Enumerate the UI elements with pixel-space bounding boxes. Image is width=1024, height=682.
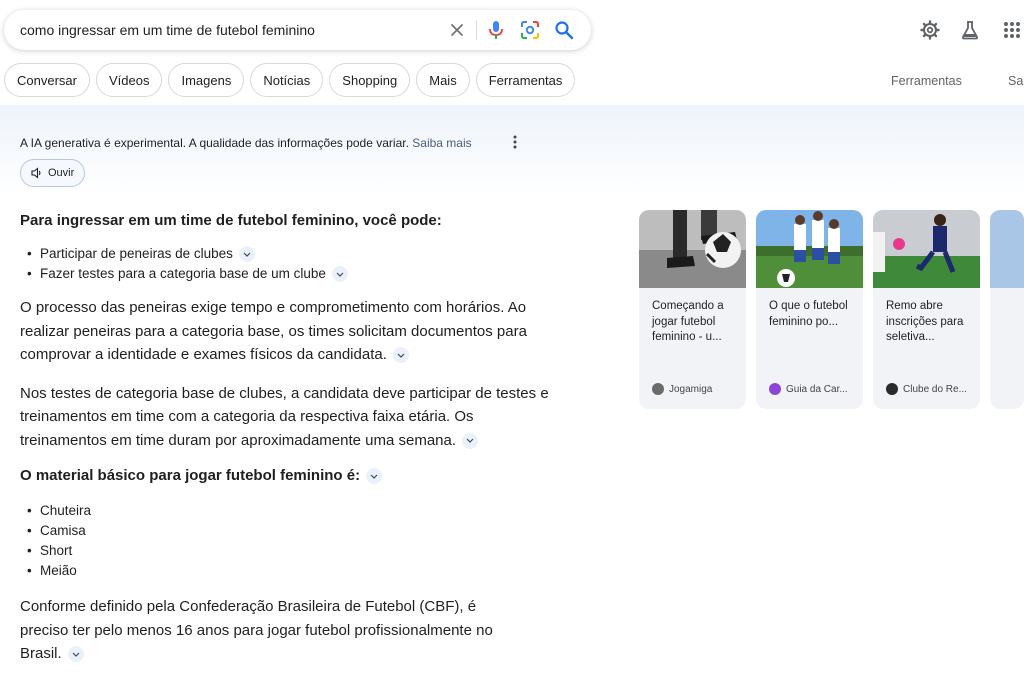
microphone-icon[interactable] xyxy=(484,18,508,42)
source-thumbnail xyxy=(990,210,1024,288)
tab-ferramentas[interactable]: Ferramentas xyxy=(476,63,576,97)
learn-more-link[interactable]: Saiba mais xyxy=(412,136,472,150)
paragraph-peneiras xyxy=(20,296,560,367)
chevron-down-icon[interactable] xyxy=(393,347,409,363)
labs-flask-icon[interactable] xyxy=(958,18,982,42)
source-title: Remo abre inscrições para seletiva... xyxy=(886,300,964,343)
source-card-partial[interactable] xyxy=(990,210,1024,409)
source-thumbnail xyxy=(639,210,746,288)
source-title: O que o futebol feminino po... xyxy=(769,300,848,328)
source-card[interactable] xyxy=(756,210,863,409)
site-name: Guia da Car... xyxy=(786,383,848,395)
tab-noticias[interactable]: Notícias xyxy=(250,63,323,97)
disclaimer-text: A IA generativa é experimental. A qualidade das informações pode variar. xyxy=(20,136,409,150)
ai-overview-content xyxy=(20,210,560,666)
list-item xyxy=(20,244,560,264)
source-site xyxy=(769,383,848,395)
source-card[interactable] xyxy=(873,210,980,409)
listen-label: Ouvir xyxy=(48,167,75,179)
material-list xyxy=(20,501,560,581)
heading-text: O material básico para jogar futebol feminino é: xyxy=(20,467,361,484)
tools-link[interactable]: Ferramentas xyxy=(891,74,962,88)
list-item: • Meião xyxy=(20,561,560,581)
paragraph-text: O processo das peneiras exige tempo e comprometimento com horários. Ao realizar peneiras para a categoria base, os times solicitam documentos para comprovar a identidade e exames físicos da candidata. xyxy=(20,299,527,363)
more-options-icon[interactable] xyxy=(510,134,520,150)
tab-mais[interactable]: Mais xyxy=(416,63,469,97)
search-bar[interactable] xyxy=(4,10,591,50)
list-item: • Camisa xyxy=(20,521,560,541)
search-tabs xyxy=(4,63,575,97)
divider xyxy=(476,20,477,40)
listen-button[interactable] xyxy=(20,159,85,187)
material-heading xyxy=(20,465,560,487)
chevron-down-icon[interactable] xyxy=(68,646,84,662)
speaker-icon xyxy=(31,167,43,179)
paragraph-text: Conforme definido pela Confederação Brasileira de Futebol (CBF), é preciso ter pelo menos 16 anos para jogar futebol profissionalmente no Brasil. xyxy=(20,598,493,662)
paragraph-text: Nos testes de categoria base de clubes, a candidata deve participar de testes e treinamentos em time com a categoria da respectiva faixa etária. Os treinamentos em time duram por aproximadamente uma semana. xyxy=(20,384,549,449)
site-name: Jogamiga xyxy=(669,383,713,395)
paragraph-cbf xyxy=(20,595,520,666)
tab-shopping[interactable]: Shopping xyxy=(329,63,410,97)
list-item xyxy=(20,264,560,284)
chevron-down-icon[interactable] xyxy=(332,266,348,282)
search-icon[interactable] xyxy=(552,18,576,42)
source-thumbnail xyxy=(873,210,980,288)
list-item: • Chuteira xyxy=(20,501,560,521)
source-thumbnail xyxy=(756,210,863,288)
source-card[interactable] xyxy=(639,210,746,409)
safesearch-link[interactable]: Sa xyxy=(1008,74,1024,88)
source-site xyxy=(886,383,967,395)
chevron-down-icon[interactable] xyxy=(366,468,382,484)
search-input[interactable]: como ingressar em um time de futebol feminino xyxy=(20,22,315,38)
options-list xyxy=(20,244,560,284)
list-item-text: Participar de peneiras de clubes xyxy=(40,246,233,261)
lens-camera-icon[interactable] xyxy=(518,18,542,42)
answer-heading: Para ingressar em um time de futebol feminino, você pode: xyxy=(20,212,442,229)
site-favicon-icon xyxy=(886,383,898,395)
ai-disclaimer xyxy=(20,136,472,150)
paragraph-testes xyxy=(20,382,560,453)
source-cards xyxy=(639,210,1024,409)
chevron-down-icon[interactable] xyxy=(239,246,255,262)
settings-icon[interactable] xyxy=(918,18,942,42)
clear-icon[interactable] xyxy=(445,18,469,42)
source-site xyxy=(652,383,712,395)
site-favicon-icon xyxy=(652,383,664,395)
chevron-down-icon[interactable] xyxy=(462,433,478,449)
tab-videos[interactable]: Vídeos xyxy=(96,63,162,97)
site-name: Clube do Re... xyxy=(903,383,967,395)
tab-imagens[interactable]: Imagens xyxy=(168,63,244,97)
list-item-text: Fazer testes para a categoria base de um clube xyxy=(40,266,326,281)
apps-grid-icon[interactable] xyxy=(1000,18,1024,42)
list-item: • Short xyxy=(20,541,560,561)
site-favicon-icon xyxy=(769,383,781,395)
source-title: Começando a jogar futebol feminino - u... xyxy=(652,300,724,343)
tab-conversar[interactable]: Conversar xyxy=(4,63,90,97)
